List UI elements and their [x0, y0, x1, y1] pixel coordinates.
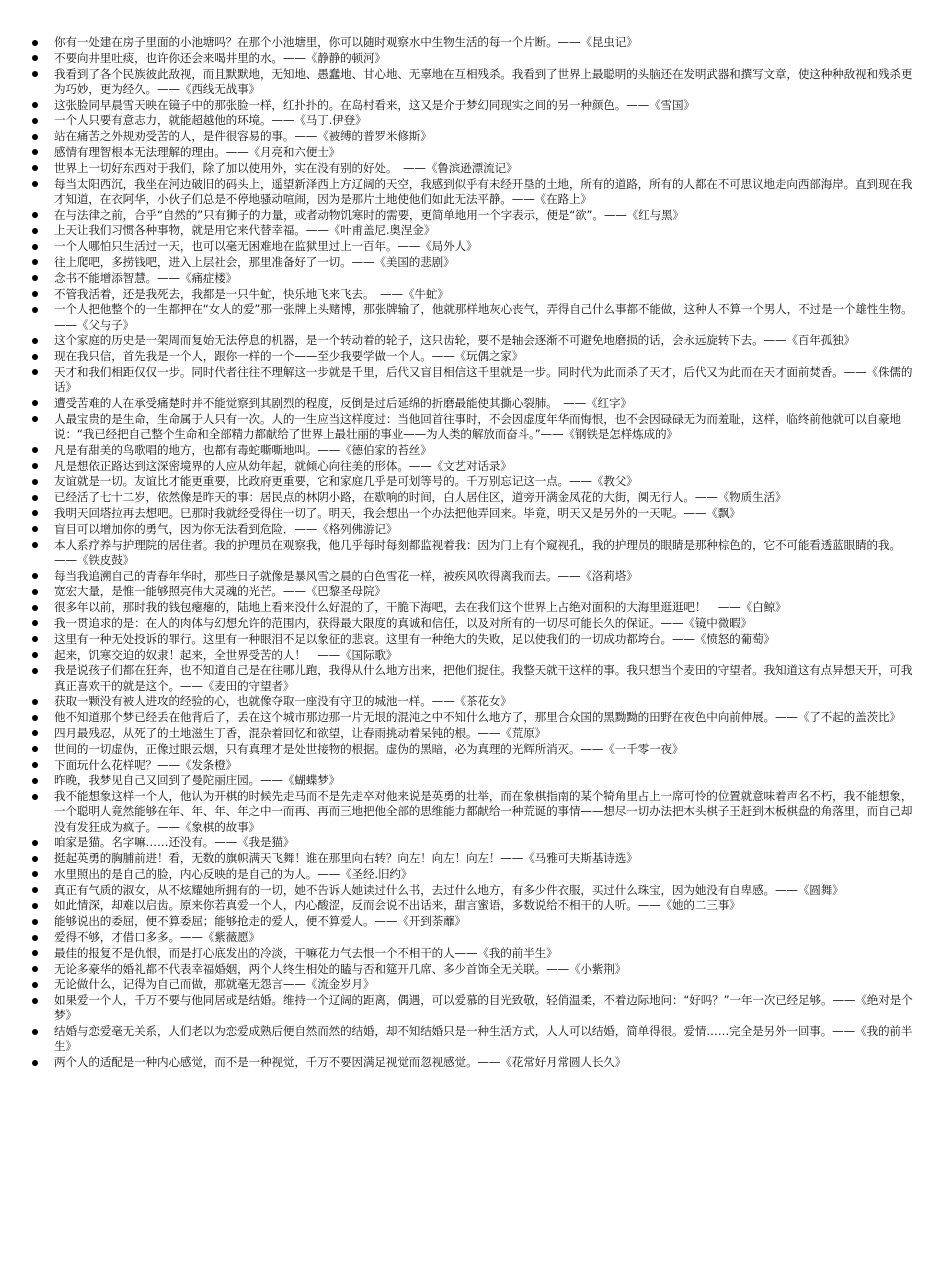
bullet-icon: [32, 856, 38, 862]
quote-text: 感情有理智根本无法理解的理由。——《月亮和六便士》: [54, 144, 341, 159]
bullet-icon: [32, 338, 38, 344]
quote-item: [32, 333, 922, 348]
quote-item: [32, 98, 922, 113]
quote-text: 如此情深，却难以启齿。原来你若真爱一个人，内心酸涩，反而会说不出话来，甜言蜜语，多数说给不相干的人听。——《她的二三事》: [54, 898, 741, 913]
bullet-icon: [32, 668, 38, 674]
quote-text: 一个人哪怕只生活过一天，也可以毫无困难地在监狱里过上一百年。——《局外人》: [54, 239, 478, 254]
quote-item: [32, 129, 922, 144]
quote-text: 无论做什么，记得为自己而做，那就毫无怨言——《流金岁月》: [54, 977, 375, 992]
quote-text: 他不知道那个梦已经丢在他背后了，丢在这个城市那边那一片无垠的混沌之中不知什么地方了，那里合众国的黑黝黝的田野在夜色中向前伸展。——《了不起的盖茨比》: [54, 710, 901, 725]
quote-item: [32, 177, 922, 207]
bullet-icon: [32, 998, 38, 1004]
quote-text: 这个家庭的历史是一架周而复始无法停息的机器，是一个转动着的轮子，这只齿轮，要不是轴会逐渐不可避免地磨损的话，会永远旋转下去。——《百年孤独》: [54, 333, 856, 348]
bullet-icon: [32, 149, 38, 155]
quote-text: 已经活了七十二岁，依然像是昨天的事：居民点的林阴小路，在歇响的时间，白人居住区，道旁开满金凤花的大街，阒无行人。——《物质生活》: [54, 490, 787, 505]
bullet-icon: [32, 447, 38, 453]
quote-text: 能够说出的委屈，便不算委屈；能够抢走的爱人，便不算爱人。——《开到荼蘼》: [54, 914, 466, 929]
quote-item: [32, 789, 922, 835]
quote-text: 本人系疗养与护理院的居住者。我的护理员在观察我，他几乎每时每刻都监视着我：因为门上有个窥视孔，我的护理员的眼睛是那种棕色的，它不可能看透蓝眼睛的我。——《铁皮鼓》: [54, 537, 901, 567]
quote-item: [32, 349, 922, 364]
bullet-icon: [32, 652, 38, 658]
quote-text: 我是说孩子们都在狂奔，也不知道自己是在往哪儿跑，我得从什么地方出来，把他们捉住。我整天就干这样的事。我只想当个麦田的守望者。我知道这有点异想天开，可我真正喜欢干的就是这个。——《麦田的守望者》: [54, 663, 913, 693]
quote-text: 站在痛苦之外规劝受苦的人，是件很容易的事。——《被缚的普罗米修斯》: [54, 129, 432, 144]
quote-list: [32, 35, 922, 1071]
bullet-icon: [32, 887, 38, 893]
bullet-icon: [32, 699, 38, 705]
bullet-icon: [32, 275, 38, 281]
bullet-icon: [32, 134, 38, 140]
quote-item: [32, 1024, 922, 1054]
quote-item: [32, 962, 922, 977]
quote-item: [32, 851, 922, 866]
quote-item: [32, 569, 922, 584]
quote-item: [32, 930, 922, 945]
quote-text: 下面玩什么花样呢？——《发条橙》: [54, 757, 238, 772]
bullet-icon: [32, 871, 38, 877]
quote-text: 我不能想象这样一个人，他认为开棋的时候先走马而不是先走卒对他来说是英勇的壮举，而在象棋指南的某个犄角里占上一席可怜的位置就意味着声名不朽，我不能想象，一个聪明人竟然能够在年、年、年、年之中一而再、再而三地把他全部的思维能力都献给一种荒诞的事情——想尽一切办法把木头棋子王赶到木板棋盘的角落里，而自己却没有发狂成为疯子。——《象棋的故事》: [54, 789, 913, 834]
quote-text: 我一贯追求的是：在人的肉体与幻想允许的范围内，获得最大限度的真诚和信任，以及对所有的一切尽可能长久的保证。——《镜中微暇》: [54, 615, 753, 630]
quote-text: 爱得不够，才借口多多。——《紫薇愿》: [54, 930, 260, 945]
quote-text: 最佳的报复不是仇恨，而是打心底发出的冷淡，干嘛花力气去恨一个不相干的人——《我的前半生》: [54, 945, 558, 960]
quote-text: 上天让我们习惯各种事物，就是用它来代替幸福。——《叶甫盖尼.奥涅金》: [54, 223, 436, 238]
bullet-icon: [32, 636, 38, 642]
bullet-icon: [32, 573, 38, 579]
quote-text: 我明天回塔拉再去想吧。巳那时我就经受得住一切了。明天，我会想出一个办法把他弄回来。毕竟，明天又是另外的一天呢。——《飘》: [54, 505, 741, 520]
bullet-icon: [32, 102, 38, 108]
quote-item: [32, 914, 922, 929]
quote-item: [32, 993, 922, 1023]
quote-text: 一个人只要有意志力，就能超越他的环境。——《马丁.伊登》: [54, 113, 367, 128]
bullet-icon: [32, 40, 38, 46]
bullet-icon: [32, 495, 38, 501]
bullet-icon: [32, 369, 38, 375]
quote-text: 你有一处建在房子里面的小池塘吗？在那个小池塘里，你可以随时观察水中生物生活的每一个片断。——《昆虫记》: [54, 35, 638, 49]
quote-item: [32, 490, 922, 505]
quote-text: 每当我追溯自己的青春年华时，那些日子就像是暴风雪之晨的白色雪花一样，被疾风吹得离我而去。——《洛莉塔》: [54, 568, 638, 583]
bullet-icon: [32, 228, 38, 234]
bullet-icon: [32, 400, 38, 406]
quote-item: [32, 898, 922, 913]
quote-text: 一个人把他整个的一生都押在“女人的爱”那一张牌上头赌博，那张牌输了，他就那样地灰心丧气，弄得自己什么事都不能做，这种人不算一个男人，不过是一个雄性生物。——《父与子》: [54, 302, 913, 332]
bullet-icon: [32, 840, 38, 846]
bullet-icon: [32, 1060, 38, 1066]
quote-text: 挺起英勇的胸脯前进！看，无数的旗帜满天飞舞！谁在那里向右转？向左！向左！向左！——《马雅可夫斯基诗选》: [54, 851, 638, 866]
quote-text: 这里有一种无处投诉的罪行。这里有一种眼泪不足以象征的悲哀。这里有一种绝大的失败，足以使我们的一切成功都垮台。——《愤怒的葡萄》: [54, 631, 775, 646]
quote-item: [32, 506, 922, 521]
quote-item: [32, 946, 922, 961]
quote-item: [32, 694, 922, 709]
bullet-icon: [32, 526, 38, 532]
quote-item: [32, 663, 922, 693]
quote-item: [32, 883, 922, 898]
quote-text: 结婚与恋爱毫无关系，人们老以为恋爱成熟后便自然而然的结婚，却不知结婚只是一种生活方式，人人可以结婚，简单得很。爱情……完全是另外一回事。——《我的前半生》: [54, 1024, 913, 1054]
quote-text: 遭受苦难的人在承受痛楚时并不能觉察到其剧烈的程度，反倒是过后延绵的折磨最能使其撕心裂肺。 ——《红字》: [54, 395, 632, 410]
bullet-icon: [32, 118, 38, 124]
bullet-icon: [32, 778, 38, 784]
quote-text: 我看到了各个民族彼此敌视，而且默默地，无知地、愚蠢地、甘心地、无辜地在互相残杀。我看到了世界上最聪明的头脑还在发明武器和撰写文章，使这种种敌视和残杀更为巧妙，更为经久。——《西线无战事》: [54, 66, 913, 96]
quote-item: [32, 522, 922, 537]
quote-text: 世间的一切虚伪，正像过眼云烟，只有真理才是处世接物的根据。虚伪的黑暗，必为真理的光辉所消灭。——《一千零一夜》: [54, 741, 684, 756]
quote-text: 在与法律之前，合乎“自然的”只有狮子的力量，或者动物饥寒时的需要，更简单地用一个字表示，便是“欲”。——《红与黑》: [54, 207, 684, 222]
quote-text: 不要向井里吐痰，也许你还会来喝井里的水。——《静静的顿河》: [54, 50, 386, 65]
quote-item: [32, 208, 922, 223]
quote-text: 水里照出的是自己的脸，内心反映的是自己的为人。——《圣经.旧约》: [54, 866, 413, 881]
bullet-icon: [32, 762, 38, 768]
quote-item: [32, 648, 922, 663]
quote-item: [32, 977, 922, 992]
quote-text: 无论多豪华的婚礼都不代表幸福婚姻，两个人终生相处的瞌与否和筵开几席、多少首饰全无关联。——《小紫荆》: [54, 961, 627, 976]
quote-text: 现在我只信，首先我是一个人，跟你一样的一个——至少我要学做一个人。——《玩偶之家》: [54, 349, 524, 364]
quote-text: 盲目可以增加你的勇气，因为你无法看到危险．——《格列佛游记》: [54, 521, 398, 536]
quote-text: 往上爬吧，多捞钱吧，进入上层社会，那里准备好了一切。——《美国的悲剧》: [54, 254, 455, 269]
quote-text: 每当太阳西沉，我坐在河边破旧的码头上，遥望新泽西上方辽阔的天空，我感到似乎有未经开垦的土地，所有的道路，所有的人都在不可思议地走向西部海岸。直到现在我才知道，在衣阿华，小伙子们总是不停地骚动喧闹，因为是那片土地使他们如此无法平静。——《在路上》: [54, 176, 913, 206]
bullet-icon: [32, 165, 38, 171]
quote-item: [32, 835, 922, 850]
quote-item: [32, 600, 922, 615]
bullet-icon: [32, 919, 38, 925]
bullet-icon: [32, 510, 38, 516]
quote-item: [32, 459, 922, 474]
quote-item: [32, 538, 922, 568]
quote-item: [32, 302, 922, 332]
bullet-icon: [32, 479, 38, 485]
bullet-icon: [32, 71, 38, 77]
quote-item: [32, 255, 922, 270]
quote-item: [32, 742, 922, 757]
quote-text: 两个人的适配是一种内心感觉，而不是一种视觉，千万不要因满足视觉而忽视感觉。——《花常好月常圆人长久》: [54, 1055, 627, 1070]
bullet-icon: [32, 55, 38, 61]
quote-item: [32, 365, 922, 395]
quote-item: [32, 616, 922, 631]
bullet-icon: [32, 291, 38, 297]
bullet-icon: [32, 730, 38, 736]
bullet-icon: [32, 746, 38, 752]
quote-item: [32, 1055, 922, 1070]
bullet-icon: [32, 259, 38, 265]
quote-item: [32, 443, 922, 458]
bullet-icon: [32, 950, 38, 956]
quote-item: [32, 726, 922, 741]
quote-text: 获取一颗没有被人进攻的经验的心，也就像夺取一座没有守卫的城池一样。——《茶花女》: [54, 694, 512, 709]
quote-item: [32, 161, 922, 176]
bullet-icon: [32, 903, 38, 909]
bullet-icon: [32, 794, 38, 800]
quote-text: 宽宏大量，是惟一能够照亮伟大灵魂的光芒。——《巴黎圣母院》: [54, 584, 386, 599]
quote-item: [32, 145, 922, 160]
quote-text: 如果爱一个人，千万不要与他同居或是结婚。维持一个辽阔的距离，偶遇，可以爱慕的目光致敬，轻俏温柔，不着边际地问：“好吗？”一年一次已经足够。——《绝对是个梦》: [54, 993, 913, 1023]
quote-item: [32, 396, 922, 411]
quote-item: [32, 632, 922, 647]
quote-item: [32, 412, 922, 442]
quote-item: [32, 867, 922, 882]
quote-item: [32, 474, 922, 489]
quote-item: [32, 67, 922, 97]
quote-text: 很多年以前，那时我的钱包瘪瘪的，陆地上看来没什么好混的了，干脆下海吧，去在我们这个世界上占绝对面积的大海里逛逛吧！ ——《白鲸》: [54, 600, 787, 615]
bullet-icon: [32, 605, 38, 611]
bullet-icon: [32, 416, 38, 422]
quote-text: 起来，饥寒交迫的奴隶！起来，全世界受苦的人！ ——《国际歌》: [54, 647, 398, 662]
quote-item: [32, 239, 922, 254]
quote-text: 四月最残忍，从死了的土地滋生丁香，混杂着回忆和欲望，让春雨挑动着呆钝的根。——《荒原》: [54, 725, 547, 740]
quote-text: 凡是想依正路达到这深密境界的人应从幼年起，就倾心向往美的形体。——《文艺对话录》: [54, 458, 512, 473]
quote-text: 世界上一切好东西对于我们，除了加以使用外，实在没有别的好处。 ——《鲁滨逊漂流记》: [54, 160, 518, 175]
bullet-icon: [32, 589, 38, 595]
bullet-icon: [32, 542, 38, 548]
quote-item: [32, 35, 922, 50]
quote-item: [32, 51, 922, 66]
quote-text: 不管我活着，还是我死去，我都是一只牛虻，快乐地飞来飞去。 ——《牛虻》: [54, 286, 449, 301]
bullet-icon: [32, 181, 38, 187]
quote-text: 真正有气质的淑女，从不炫耀她所拥有的一切，她不告诉人她读过什么书，去过什么地方，有多少件衣服，买过什么珠宝，因为她没有自卑感。——《圆舞》: [54, 882, 844, 897]
bullet-icon: [32, 935, 38, 941]
bullet-icon: [32, 620, 38, 626]
quote-text: 友谊就是一切。友谊比才能更重要，比政府更重要，它和家庭几乎是可划等号的。千万别忘记这一点。——《教父》: [54, 474, 638, 489]
bullet-icon: [32, 307, 38, 313]
quote-item: [32, 758, 922, 773]
bullet-icon: [32, 715, 38, 721]
quote-text: 这张脸同早晨雪天映在镜子中的那张脸一样，红扑扑的。在岛村看来，这又是介于梦幻同现实之间的另一种颜色。——《雪国》: [54, 97, 695, 112]
quote-item: [32, 584, 922, 599]
quote-item: [32, 287, 922, 302]
quote-item: [32, 773, 922, 788]
quote-text: 凡是有甜美的鸟歌唱的地方，也都有毒蛇嘶嘶地叫。——《德伯家的苔丝》: [54, 442, 432, 457]
quote-item: [32, 710, 922, 725]
bullet-icon: [32, 212, 38, 218]
quote-text: 人最宝贵的是生命，生命属于人只有一次。人的一生应当这样度过：当他回首往事时，不会因虚度年华而悔恨，也不会因碌碌无为而羞耻，这样，临终前他就可以自豪地说：“我已经把自己整个生命和全部精力都献给了世界上最壮丽的事业——为人类的解放而奋斗。”——《钢铁是怎样炼成的》: [54, 411, 901, 441]
bullet-icon: [32, 354, 38, 360]
quote-item: [32, 223, 922, 238]
quote-text: 昨晚，我梦见自己又回到了曼陀丽庄园。——《蝴蝶梦》: [54, 773, 341, 788]
quote-text: 天才和我们相距仅仅一步。同时代者往往不理解这一步就是千里，后代又盲目相信这千里就是一步。同时代为此而杀了天才，后代又为此而在天才面前焚香。——《侏儒的话》: [54, 364, 913, 395]
bullet-icon: [32, 1029, 38, 1035]
bullet-icon: [32, 982, 38, 988]
quote-text: 念书不能增添智慧。——《痛症楼》: [54, 270, 238, 285]
quote-item: [32, 113, 922, 128]
bullet-icon: [32, 463, 38, 469]
quote-text: 咱家是猫。名字嘛……还没有。——《我是猫》: [54, 835, 295, 850]
quote-item: [32, 271, 922, 286]
bullet-icon: [32, 244, 38, 250]
bullet-icon: [32, 966, 38, 972]
